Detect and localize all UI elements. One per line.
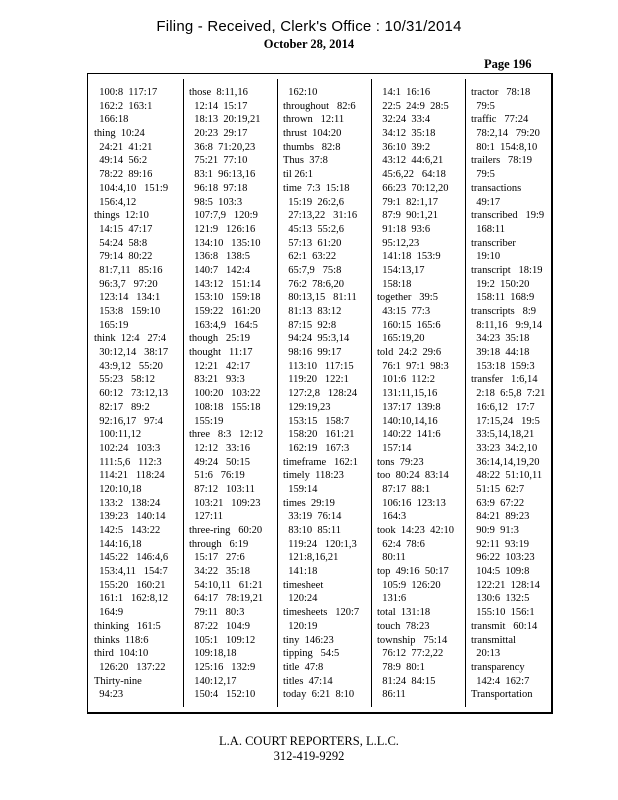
index-entry-line: 92:16,17 97:4 — [94, 415, 163, 427]
index-entry-line: 63:9 67:22 — [471, 497, 525, 509]
index-entry-line: 78:22 89:16 — [94, 169, 153, 181]
index-entry-line: things 12:10 — [94, 210, 149, 222]
index-entry-line: 8:11,16 9:9,14 — [471, 319, 543, 331]
index-entry-line: 78:2,14 79:20 — [471, 128, 540, 140]
index-entry-line: 158:11 168:9 — [471, 292, 535, 304]
index-entry-line: three-ring 60:20 — [189, 525, 263, 536]
index-entry-line: 129:19,23 — [283, 401, 331, 413]
index-entry-line: 83:1 96:13,16 — [189, 169, 256, 181]
index-entry-line: 36:8 71:20,23 — [189, 141, 256, 153]
index-entry-line: today 6:21 8:10 — [283, 689, 355, 701]
index-entry-line: 122:21 128:14 — [471, 579, 540, 591]
index-entry-line: 133:2 138:24 — [94, 497, 161, 509]
index-entry-line: 114:21 118:24 — [94, 470, 165, 482]
index-entry-line: 18:13 20:19,21 — [189, 114, 261, 126]
index-entry-line: think 12:4 27:4 — [94, 333, 167, 345]
index-entry-line: 76:2 78:6,20 — [283, 278, 344, 290]
index-entry-line: 32:24 33:4 — [377, 114, 431, 126]
index-entry-line: time 7:3 15:18 — [283, 182, 350, 194]
index-entry-line: 153:10 159:18 — [189, 292, 261, 304]
index-entry-line: thing 10:24 — [94, 128, 145, 140]
index-entry-line: township 75:14 — [377, 634, 448, 646]
index-entry-line: 79:11 80:3 — [189, 607, 245, 619]
index-entry-line: 19:10 — [471, 251, 501, 263]
index-entry-line: 87:12 103:11 — [189, 483, 255, 495]
index-entry-line: transmittal — [471, 634, 516, 646]
index-entry-line: 17:15,24 19:5 — [471, 415, 540, 427]
index-entry-line: 36:14,14,19,20 — [471, 456, 540, 468]
index-entry-line: 81:13 83:12 — [283, 306, 342, 317]
index-entry-line: 106:16 123:13 — [377, 497, 446, 509]
index-entry-line: 120:24 — [283, 593, 318, 605]
index-entry-line: 19:2 150:20 — [471, 278, 530, 290]
index-entry-line: timely 118:23 — [283, 470, 344, 482]
index-entry-line: 96:22 103:23 — [471, 552, 535, 564]
index-entry-line: thinks 118:6 — [94, 634, 149, 646]
index-entry-line: 78:9 80:1 — [377, 661, 425, 673]
index-entry-line: 103:21 109:23 — [189, 497, 261, 509]
index-entry-line: 83:21 93:3 — [189, 374, 245, 386]
index-entry-line: 87:17 88:1 — [377, 483, 431, 495]
index-entry-line: 20:13 — [471, 648, 501, 660]
index-entry-line: 154:13,17 — [377, 264, 425, 276]
index-entry-line: 120:19 — [283, 620, 318, 632]
index-entry-line: 33:19 76:14 — [283, 511, 342, 523]
index-entry-line: 107:7,9 120:9 — [189, 210, 258, 222]
index-entry-line: 168:11 — [471, 223, 506, 235]
index-entry-line: 65:7,9 75:8 — [283, 264, 342, 276]
index-entry-line: 160:15 165:6 — [377, 319, 441, 331]
index-entry-line: Thirty-nine — [94, 675, 142, 687]
index-entry-line: 54:10,11 61:21 — [189, 579, 263, 591]
index-entry-line: 157:14 — [377, 442, 412, 454]
index-entry-line: 81:7,11 85:16 — [94, 264, 163, 276]
index-entry-line: 131:11,15,16 — [377, 388, 438, 400]
index-entry-line: 145:22 146:4,6 — [94, 552, 169, 564]
index-entry-line: 15:17 27:6 — [189, 552, 245, 564]
index-entry-line: 96:18 97:18 — [189, 182, 248, 194]
index-entry-line: transactions — [471, 182, 522, 194]
column-divider — [371, 79, 372, 707]
index-entry-line: 51:15 62:7 — [471, 483, 525, 495]
index-entry-line: 84:21 89:23 — [471, 511, 530, 523]
index-entry-line: 39:18 44:18 — [471, 347, 530, 359]
index-entry-line: transcripts 8:9 — [471, 306, 537, 317]
filing-stamp-header: Filing - Received, Clerk's Office : 10/31/2014 — [156, 18, 462, 35]
index-entry-line: 163:4,9 164:5 — [189, 319, 258, 331]
index-entry-line: titles 47:14 — [283, 675, 333, 687]
index-entry-line: 64:17 78:19,21 — [189, 593, 264, 605]
index-entry-line: 139:23 140:14 — [94, 511, 166, 523]
index-entry-line: 43:15 77:3 — [377, 306, 431, 317]
index-entry-line: 127:2,8 128:24 — [283, 388, 358, 400]
index-entry-line: 98:16 99:17 — [283, 347, 342, 359]
index-entry-line: 142:5 143:22 — [94, 525, 161, 536]
index-entry-line: 101:6 112:2 — [377, 374, 435, 386]
index-entry-line: 15:19 26:2,6 — [283, 196, 344, 208]
index-entry-line: 140:10,14,16 — [377, 415, 438, 427]
index-entry-line: 113:10 117:15 — [283, 360, 354, 372]
column-divider — [183, 79, 184, 707]
index-entry-line: 43:12 44:6,21 — [377, 155, 444, 167]
index-entry-line: timesheet — [283, 579, 324, 591]
index-entry-line: throughout 82:6 — [283, 100, 356, 112]
index-entry-line: 91:18 93:6 — [377, 223, 431, 235]
index-entry-line: transmit 60:14 — [471, 620, 538, 632]
index-entry-line: 136:8 138:5 — [189, 251, 250, 263]
index-entry-line: 30:12,14 38:17 — [94, 347, 169, 359]
index-entry-line: Thus 37:8 — [283, 155, 328, 167]
index-entry-line: 140:12,17 — [189, 675, 237, 687]
index-column-3 — [283, 86, 359, 706]
index-entry-line: 80:11 — [377, 552, 406, 564]
index-entry-line: 95:12,23 — [377, 237, 420, 249]
index-entry-line: 12:12 33:16 — [189, 442, 250, 454]
index-entry-line: 156:4,12 — [94, 196, 137, 208]
index-entry-line: traffic 77:24 — [471, 114, 529, 126]
index-entry-line: 34:23 35:18 — [471, 333, 530, 345]
index-entry-line: 153:15 158:7 — [283, 415, 350, 427]
column-divider — [465, 79, 466, 707]
index-entry-line: 16:6,12 17:7 — [471, 401, 535, 413]
index-entry-line: 126:20 137:22 — [94, 661, 166, 673]
index-entry-line: 79:14 80:22 — [94, 251, 153, 263]
index-entry-line: 76:12 77:2,22 — [377, 648, 444, 660]
index-entry-line: 119:24 120:1,3 — [283, 538, 357, 550]
index-entry-line: 14:15 47:17 — [94, 223, 153, 235]
index-column-5 — [471, 86, 545, 706]
index-entry-line: 104:4,10 151:9 — [94, 182, 169, 194]
footer-company: L.A. COURT REPORTERS, L.L.C. — [219, 734, 399, 748]
index-entry-line: 141:18 — [283, 566, 318, 578]
index-entry-line: 153:8 159:10 — [94, 306, 161, 317]
index-entry-line: 143:12 151:14 — [189, 278, 261, 290]
index-entry-line: 158:18 — [377, 278, 412, 290]
index-entry-line: thought 11:17 — [189, 347, 253, 359]
index-entry-line: 12:21 42:17 — [189, 360, 250, 372]
index-entry-line: tractor 78:18 — [471, 87, 531, 98]
index-entry-line: 125:16 132:9 — [189, 661, 256, 673]
index-entry-line: 80:1 154:8,10 — [471, 141, 538, 153]
index-entry-line: 57:13 61:20 — [283, 237, 342, 249]
index-entry-line: 164:9 — [94, 607, 124, 619]
index-entry-line: 87:9 90:1,21 — [377, 210, 438, 222]
index-entry-line: 100:8 117:17 — [94, 87, 158, 98]
index-entry-line: through 6:19 — [189, 538, 249, 550]
index-entry-line: 159:14 — [283, 483, 318, 495]
index-entry-line: total 131:18 — [377, 607, 431, 619]
index-entry-line: 33:23 34:2,10 — [471, 442, 538, 454]
index-entry-line: transfer 1:6,14 — [471, 374, 538, 386]
index-entry-line: 36:10 39:2 — [377, 141, 431, 153]
index-entry-line: 27:13,22 31:16 — [283, 210, 358, 222]
index-entry-line: 79:5 — [471, 169, 495, 181]
index-entry-line: 12:14 15:17 — [189, 100, 248, 112]
index-entry-line: 49:24 50:15 — [189, 456, 250, 468]
index-entry-line: 76:1 97:1 98:3 — [377, 360, 449, 372]
index-entry-line: transcript 18:19 — [471, 264, 543, 276]
index-entry-line: 14:1 16:16 — [377, 87, 431, 98]
document-date: October 28, 2014 — [263, 37, 355, 51]
index-entry-line: 60:12 73:12,13 — [94, 388, 169, 400]
index-entry-line: 34:12 35:18 — [377, 128, 436, 140]
index-entry-line: 162:10 — [283, 87, 318, 98]
index-entry-line: 100:11,12 — [94, 429, 142, 441]
index-entry-line: 130:6 132:5 — [471, 593, 530, 605]
index-entry-line: 45:6,22 64:18 — [377, 169, 446, 181]
index-entry-line: 144:16,18 — [94, 538, 142, 550]
index-entry-line: 86:11 — [377, 689, 406, 701]
index-entry-line: 24:21 41:21 — [94, 141, 153, 153]
index-column-1 — [94, 86, 168, 706]
index-entry-line: thrown 12:11 — [283, 114, 345, 126]
index-entry-line: title 47:8 — [283, 661, 324, 673]
index-entry-line: too 80:24 83:14 — [377, 470, 449, 482]
index-entry-line: 79:5 — [471, 100, 495, 112]
index-entry-line: 166:18 — [94, 114, 129, 126]
page-number: Page 196 — [484, 57, 532, 71]
index-entry-line: 92:11 93:19 — [471, 538, 529, 550]
index-entry-line: 43:9,12 55:20 — [94, 360, 163, 372]
index-entry-line: 82:17 89:2 — [94, 401, 150, 413]
index-entry-line: 49:17 — [471, 196, 501, 208]
index-entry-line: top 49:16 50:17 — [377, 566, 449, 578]
index-entry-line: 66:23 70:12,20 — [377, 182, 449, 194]
index-entry-line: 83:10 85:11 — [283, 525, 341, 536]
index-entry-line: 142:4 162:7 — [471, 675, 530, 687]
index-entry-line: though 25:19 — [189, 333, 250, 345]
index-entry-line: timesheets 120:7 — [283, 607, 360, 619]
index-entry-line: timeframe 162:1 — [283, 456, 358, 468]
index-entry-line: Transportation — [471, 689, 533, 701]
index-entry-line: transcribed 19:9 — [471, 210, 545, 222]
index-entry-line: 134:10 135:10 — [189, 237, 261, 249]
index-entry-line: 102:24 103:3 — [94, 442, 161, 454]
index-entry-line: 45:13 55:2,6 — [283, 223, 344, 235]
index-entry-line: 48:22 51:10,11 — [471, 470, 543, 482]
index-entry-line: 87:15 92:8 — [283, 319, 337, 331]
index-entry-line: 34:22 35:18 — [189, 566, 250, 578]
index-entry-line: 75:21 77:10 — [189, 155, 248, 167]
index-entry-line: 94:23 — [94, 689, 124, 701]
index-entry-line: 161:1 162:8,12 — [94, 593, 169, 605]
index-entry-line: 54:24 58:8 — [94, 237, 148, 249]
index-entry-line: times 29:19 — [283, 497, 335, 509]
index-entry-line: 81:24 84:15 — [377, 675, 436, 687]
index-entry-line: took 14:23 42:10 — [377, 525, 455, 536]
index-entry-line: three 8:3 12:12 — [189, 429, 264, 441]
index-entry-line: 105:9 126:20 — [377, 579, 441, 591]
index-entry-line: touch 78:23 — [377, 620, 430, 632]
index-entry-line: 137:17 139:8 — [377, 401, 441, 413]
index-entry-line: 158:20 161:21 — [283, 429, 355, 441]
index-entry-line: 98:5 103:3 — [189, 196, 243, 208]
index-entry-line: 90:9 91:3 — [471, 525, 519, 536]
index-entry-line: 162:19 167:3 — [283, 442, 350, 454]
index-entry-line: 105:1 109:12 — [189, 634, 256, 646]
index-entry-line: 79:1 82:1,17 — [377, 196, 438, 208]
index-entry-line: tiny 146:23 — [283, 634, 334, 646]
index-entry-line: 131:6 — [377, 593, 407, 605]
index-entry-line: 49:14 56:2 — [94, 155, 148, 167]
index-entry-line: 111:5,6 112:3 — [94, 456, 162, 468]
index-entry-line: 164:3 — [377, 511, 407, 523]
index-entry-line: 108:18 155:18 — [189, 401, 261, 413]
index-entry-line: together 39:5 — [377, 292, 438, 304]
index-entry-line: told 24:2 29:6 — [377, 347, 442, 359]
index-entry-line: 165:19,20 — [377, 333, 425, 345]
index-entry-line: 141:18 153:9 — [377, 251, 441, 263]
index-word-box — [87, 73, 553, 714]
index-column-4 — [377, 86, 454, 706]
index-entry-line: third 104:10 — [94, 648, 149, 660]
index-entry-line: 140:22 141:6 — [377, 429, 441, 441]
index-entry-line: tons 79:23 — [377, 456, 424, 468]
index-entry-line: 119:20 122:1 — [283, 374, 349, 386]
index-entry-line: 55:23 58:12 — [94, 374, 155, 386]
index-entry-line: 94:24 95:3,14 — [283, 333, 350, 345]
index-entry-line: 22:5 24:9 28:5 — [377, 100, 449, 112]
index-column-2 — [189, 86, 263, 706]
column-divider — [277, 79, 278, 707]
index-entry-line: those 8:11,16 — [189, 87, 248, 98]
index-entry-line: 165:19 — [94, 319, 129, 331]
index-entry-line: 20:23 29:17 — [189, 128, 248, 140]
index-entry-line: thrust 104:20 — [283, 128, 342, 140]
index-entry-line: 121:8,16,21 — [283, 552, 339, 564]
index-entry-line: 127:11 — [189, 511, 224, 523]
index-entry-line: 87:22 104:9 — [189, 620, 250, 632]
index-entry-line: 2:18 6:5,8 7:21 — [471, 388, 546, 400]
index-entry-line: transparency — [471, 661, 525, 673]
index-entry-line: tipping 54:5 — [283, 648, 340, 660]
index-entry-line: 159:22 161:20 — [189, 306, 261, 317]
index-entry-line: thumbs 82:8 — [283, 141, 341, 153]
index-entry-line: thinking 161:5 — [94, 620, 161, 632]
index-entry-line: 155:20 160:21 — [94, 579, 166, 591]
index-entry-line: 155:19 — [189, 415, 224, 427]
index-entry-line: 153:18 159:3 — [471, 360, 535, 372]
footer-phone: 312-419-9292 — [273, 749, 345, 763]
index-entry-line: trailers 78:19 — [471, 155, 532, 167]
index-entry-line: transcriber — [471, 237, 516, 249]
index-entry-line: 62:1 63:22 — [283, 251, 337, 263]
index-entry-line: 123:14 134:1 — [94, 292, 161, 304]
index-entry-line: 121:9 126:16 — [189, 223, 256, 235]
index-entry-line: 109:18,18 — [189, 648, 237, 660]
index-entry-line: 153:4,11 154:7 — [94, 566, 168, 578]
index-entry-line: 62:4 78:6 — [377, 538, 425, 550]
index-entry-line: 150:4 152:10 — [189, 689, 256, 701]
index-entry-line: 100:20 103:22 — [189, 388, 261, 400]
index-entry-line: 155:10 156:1 — [471, 607, 535, 619]
index-entry-line: 33:5,14,18,21 — [471, 429, 535, 441]
index-entry-line: til 26:1 — [283, 169, 314, 181]
index-entry-line: 104:5 109:8 — [471, 566, 530, 578]
index-entry-line: 80:13,15 81:11 — [283, 292, 357, 304]
index-entry-line: 96:3,7 97:20 — [94, 278, 158, 290]
index-entry-line: 120:10,18 — [94, 483, 142, 495]
index-entry-line: 51:6 76:19 — [189, 470, 245, 482]
index-entry-line: 162:2 163:1 — [94, 100, 153, 112]
index-entry-line: 140:7 142:4 — [189, 264, 250, 276]
